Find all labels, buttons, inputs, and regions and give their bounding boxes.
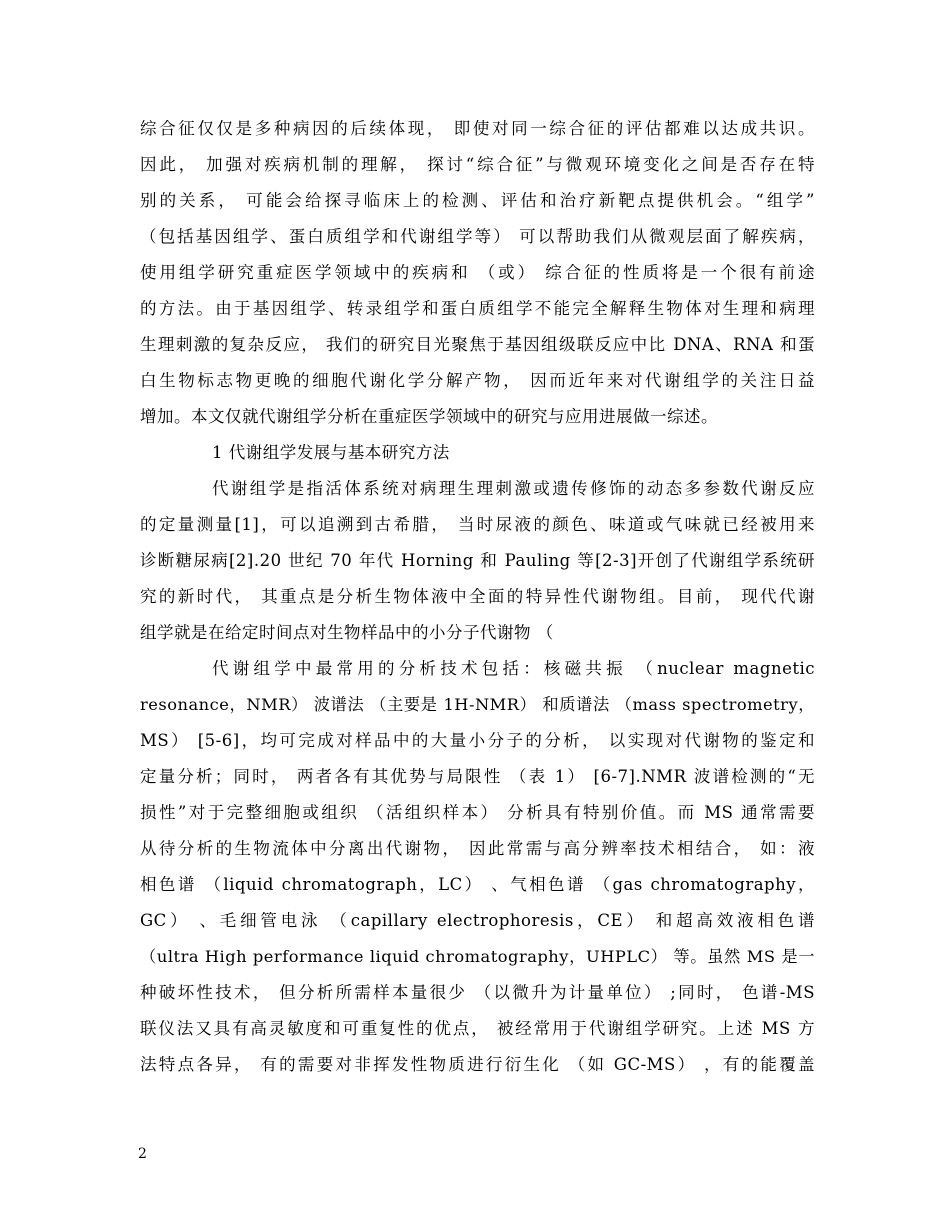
text-line: 增加。本文仅就代谢组学分析在重症医学领域中的研究与应用进展做一综述。 — [140, 407, 718, 426]
text-line: 从待分析的生物流体中分离出代谢物， 因此常需与高分辨率技术相结合， 如：液 — [140, 839, 815, 858]
text-line: 法特点各异， 有的需要对非挥发性物质进行衍生化 （如 GC-MS） ，有的能覆盖 — [140, 1055, 815, 1074]
text-line: 究的新时代， 其重点是分析生物体液中全面的特异性代谢物组。目前， 现代代谢 — [140, 587, 815, 606]
text-line: 损性”对于完整细胞或组织 （活组织样本） 分析具有特别价值。而 MS 通常需要 — [140, 803, 815, 822]
text-line: 诊断糖尿病[2].20 世纪 70 年代 Horning 和 Pauling 等[2-3]开创了代谢组学系统研 — [140, 551, 815, 570]
section-heading: 1 代谢组学发展与基本研究方法 — [212, 443, 450, 462]
text-line: 种破坏性技术， 但分析所需样本量很少 （以微升为计量单位） ;同时， 色谱-MS — [140, 983, 815, 1002]
text-line: 综合征仅仅是多种病因的后续体现， 即使对同一综合征的评估都难以达成共识。 — [140, 119, 815, 138]
text-line: 的定量测量[1]，可以追溯到古希腊， 当时尿液的颜色、味道或气味就已经被用来 — [140, 515, 815, 534]
text-line: 使用组学研究重症医学领域中的疾病和 （或） 综合征的性质将是一个很有前途 — [140, 263, 815, 282]
text-line: 的方法。由于基因组学、转录组学和蛋白质组学不能完全解释生物体对生理和病理 — [140, 299, 815, 318]
text-line: 代谢组学中最常用的分析技术包括：核磁共振 （nuclear magnetic — [212, 659, 815, 678]
page-number: 2 — [138, 1146, 147, 1162]
text-line: GC） 、毛细管电泳 （capillary electrophoresis，CE） 和超高效液相色谱 — [140, 911, 815, 930]
text-line: 组学就是在给定时间点对生物样品中的小分子代谢物 （ — [140, 623, 554, 642]
text-line: 因此， 加强对疾病机制的理解， 探讨“综合征”与微观环境变化之间是否存在特 — [140, 155, 815, 174]
text-line: 联仪法又具有高灵敏度和可重复性的优点， 被经常用于代谢组学研究。上述 MS 方 — [140, 1019, 815, 1038]
text-line: 定量分析；同时， 两者各有其优势与局限性 （表 1） [6-7].NMR 波谱检测的“无 — [140, 767, 815, 786]
text-line: 白生物标志物更晚的细胞代谢化学分解产物， 因而近年来对代谢组学的关注日益 — [140, 371, 815, 390]
text-line: 别的关系， 可能会给探寻临床上的检测、评估和治疗新靶点提供机会。“组学” — [140, 191, 815, 210]
text-line: （ultra High performance liquid chromatography，UHPLC） 等。虽然 MS 是一 — [140, 947, 815, 966]
text-line: （包括基因组学、蛋白质组学和代谢组学等） 可以帮助我们从微观层面了解疾病， — [140, 227, 815, 246]
text-line: 代谢组学是指活体系统对病理生理刺激或遗传修饰的动态多参数代谢反应 — [212, 479, 815, 498]
text-line: MS） [5-6]，均可完成对样品中的大量小分子的分析， 以实现对代谢物的鉴定和 — [140, 731, 815, 750]
text-line: 相色谱 （liquid chromatograph，LC） 、气相色谱 （gas chromatography， — [140, 875, 815, 894]
text-line: 生理刺激的复杂反应， 我们的研究目光聚焦于基因组级联反应中比 DNA、RNA 和蛋 — [140, 335, 815, 354]
text-line: resonance，NMR） 波谱法 （主要是 1H-NMR） 和质谱法 （mass spectrometry， — [140, 695, 815, 714]
